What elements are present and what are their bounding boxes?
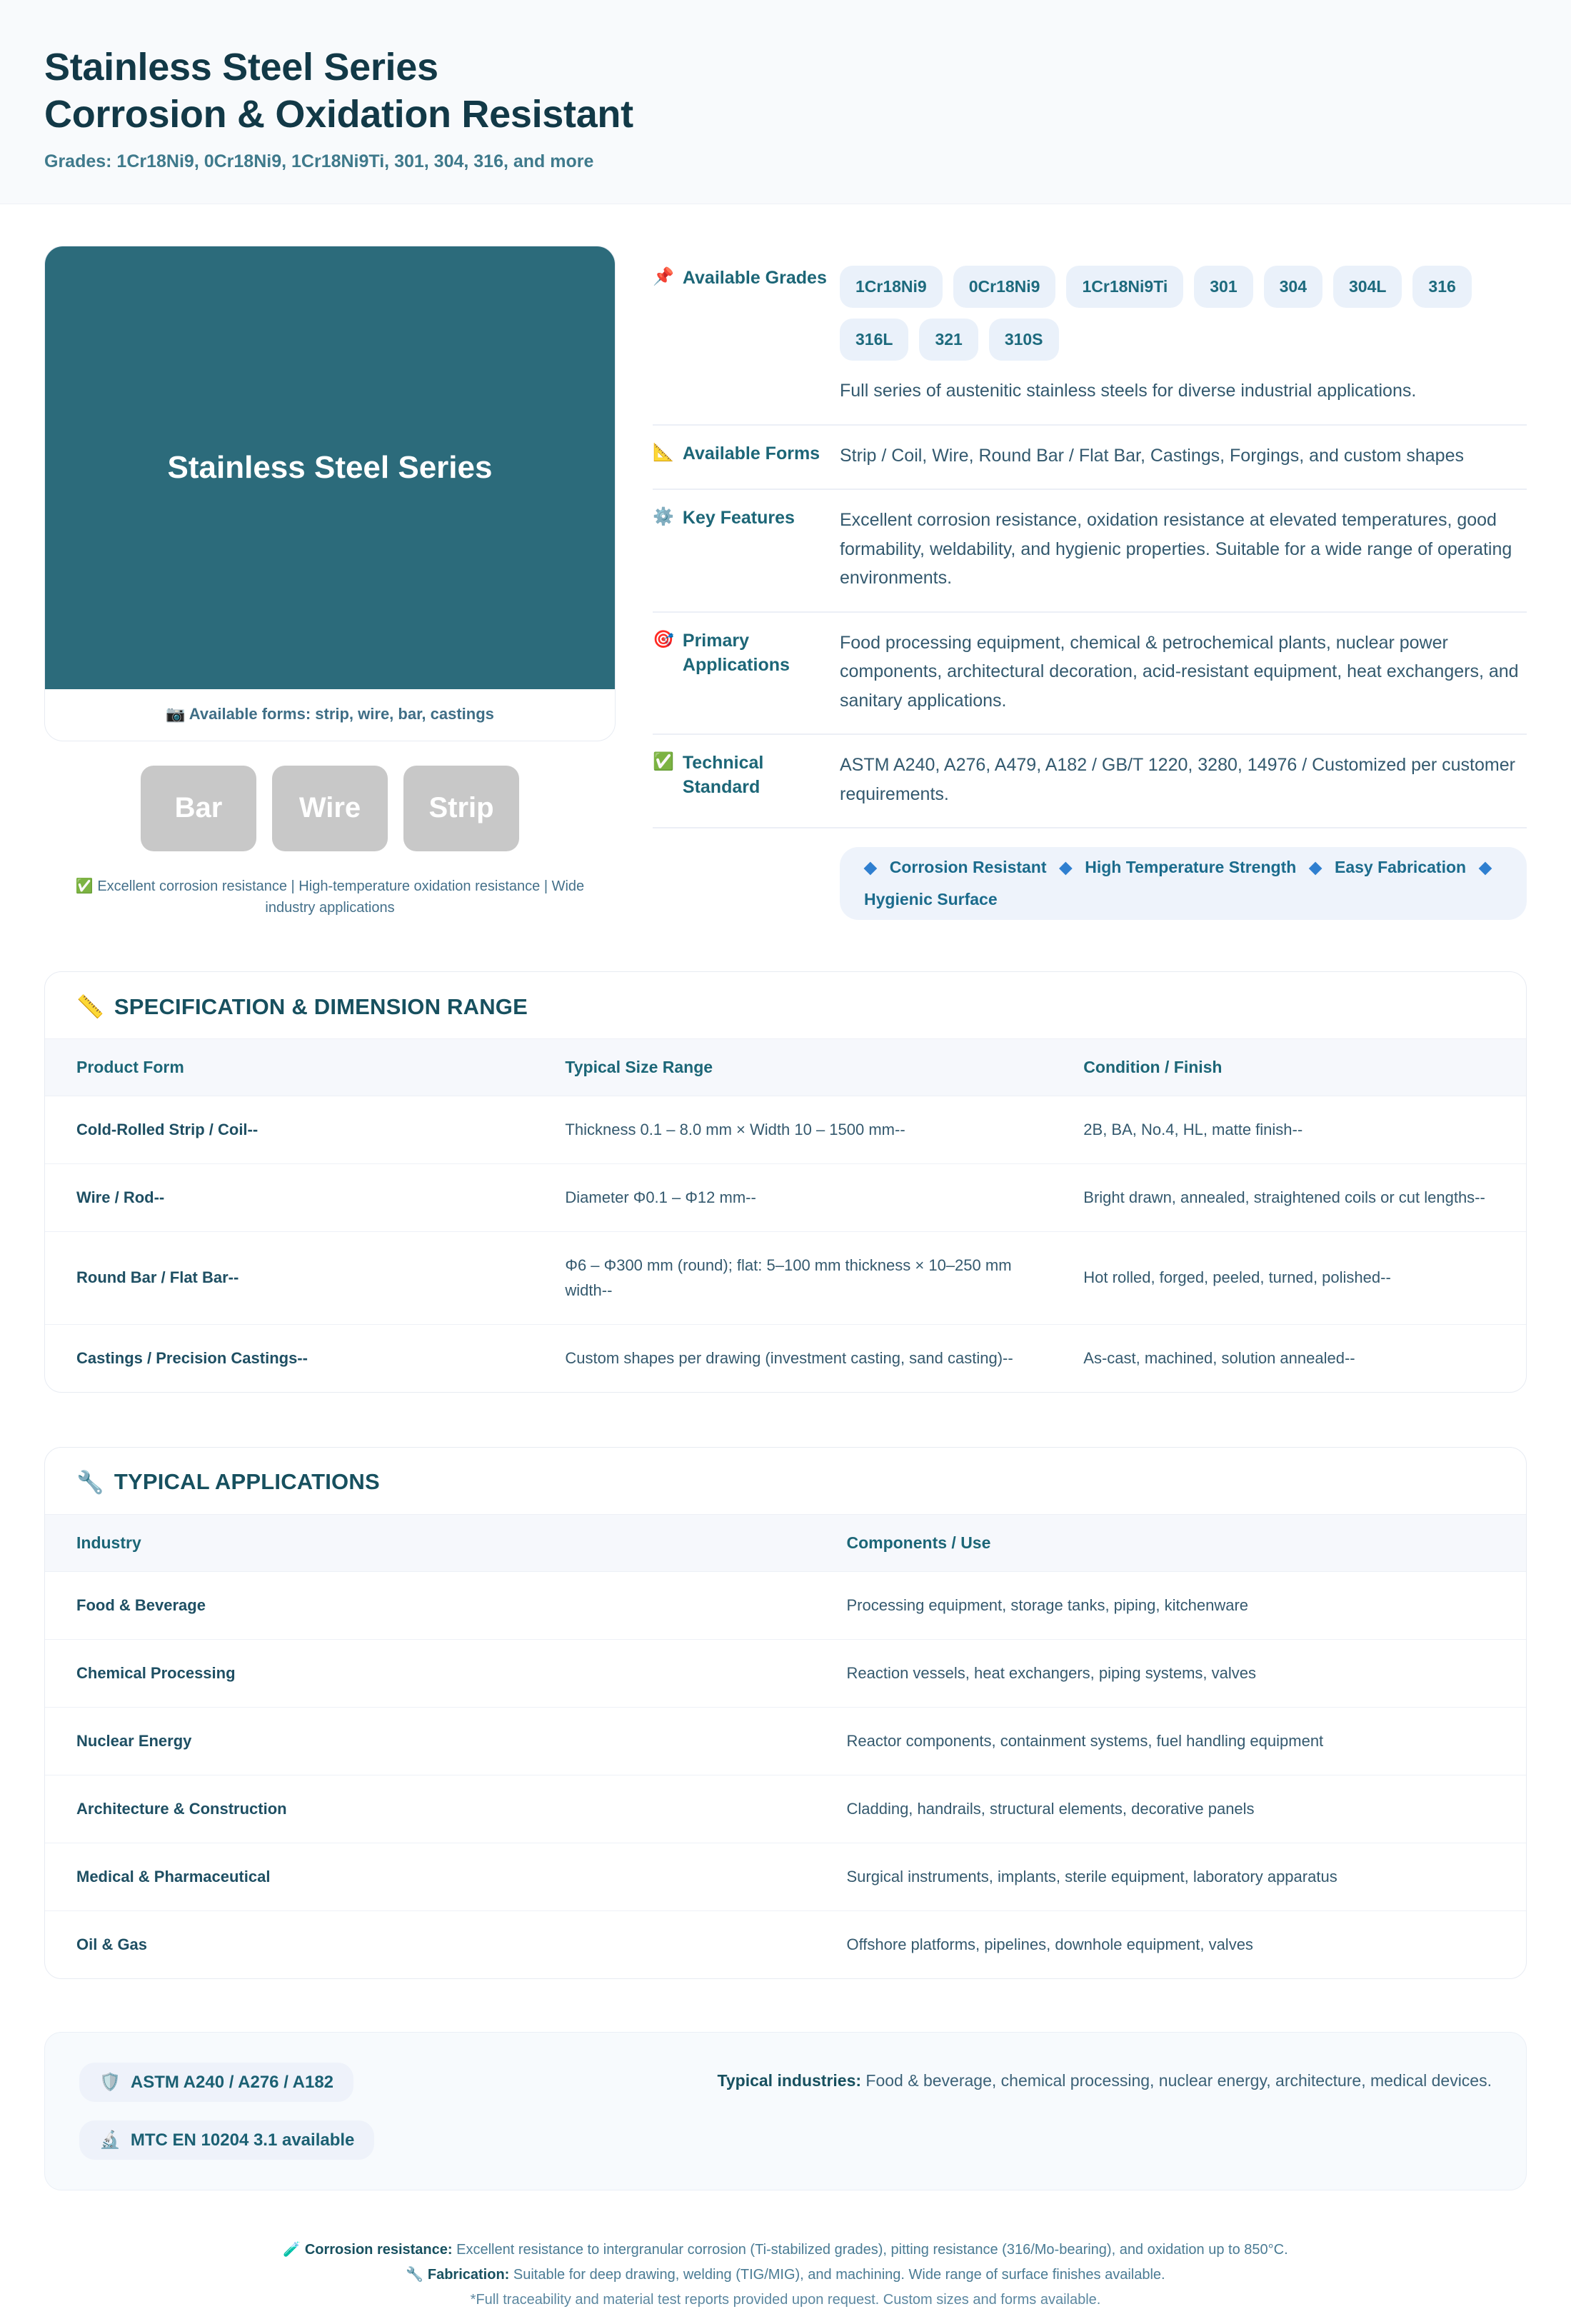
page-header (0, 0, 1571, 204)
spec-label-text: Primary Applications (682, 630, 790, 675)
grade-pill[interactable]: 301 (1194, 266, 1253, 308)
cell-product-form: Round Bar / Flat Bar-- (45, 1232, 533, 1324)
cell-industry: Medical & Pharmaceutical (45, 1843, 815, 1911)
form-thumbnail-wire[interactable]: Wire (272, 766, 388, 851)
col-header-industry: Industry (45, 1514, 815, 1571)
cell-components: Offshore platforms, pipelines, downhole equipment, valves (846, 1935, 1253, 1954)
certification-badge-label: MTC EN 10204 3.1 available (130, 2130, 355, 2150)
specification-table (45, 1038, 1526, 1391)
footer-line-corrosion (143, 2238, 1428, 2263)
cell-size-range: Diameter Φ0.1 – Φ12 mm-- (533, 1164, 1052, 1232)
spec-row-available-grades (653, 250, 1527, 426)
table-row (45, 1164, 1526, 1232)
certification-badge-list (79, 2063, 522, 2160)
check-mark-button-icon: ✅ (653, 752, 674, 772)
check-mark-icon: ✅ (75, 878, 94, 894)
certification-badge-astm[interactable] (79, 2063, 353, 2102)
triangular-ruler-icon: 📐 (653, 442, 674, 462)
grade-pill[interactable]: 1Cr18Ni9 (840, 266, 943, 308)
grade-pill[interactable]: 304L (1333, 266, 1402, 308)
cell-product-form: Wire / Rod-- (45, 1164, 533, 1232)
form-thumbnail-strip[interactable]: Strip (403, 766, 519, 851)
diamond-icon: ◆ (1479, 858, 1492, 877)
applications-card-header (45, 1448, 1526, 1514)
cell-industry: Food & Beverage (45, 1571, 815, 1639)
shield-icon: 🛡️ (99, 2073, 121, 2093)
page-title-line-2: Corrosion & Oxidation Resistant (44, 92, 633, 136)
spec-summary-column (653, 246, 1527, 921)
spec-label-text: Technical Standard (682, 753, 764, 798)
spec-label-technical-standard (653, 751, 840, 799)
footer-fabrication-label: Fabrication: (427, 2267, 510, 2283)
product-highlight-note-text: Excellent corrosion resistance | High-temperature oxidation resistance | Wide industry applications (97, 878, 585, 916)
specification-card (44, 971, 1527, 1392)
cell-condition-finish: As-cast, machined, solution annealed-- (1083, 1348, 1355, 1367)
spec-label-text: Key Features (682, 508, 795, 529)
feature-tag-strip (840, 847, 1527, 920)
typical-industries-value: Food & beverage, chemical processing, nuclear energy, architecture, medical devices. (865, 2071, 1492, 2090)
cell-size-range: Custom shapes per drawing (investment casting, sand casting)-- (565, 1348, 1013, 1367)
table-row (45, 1232, 1526, 1324)
feature-tag: High Temperature Strength (1085, 858, 1297, 877)
diamond-icon: ◆ (864, 858, 877, 877)
table-row (45, 1843, 1526, 1911)
applications-card-title: TYPICAL APPLICATIONS (114, 1469, 380, 1495)
cell-components: Reactor components, containment systems, fuel handling equipment (815, 1707, 1526, 1775)
cell-condition-finish: Hot rolled, forged, peeled, turned, polished-- (1052, 1232, 1526, 1324)
table-row (45, 1707, 1526, 1775)
cell-product-form: Cold-Rolled Strip / Coil-- (45, 1096, 533, 1164)
typical-industries-label: Typical industries: (717, 2071, 862, 2090)
cell-size-range: Φ6 – Φ300 mm (round); flat: 5–100 mm thickness × 10–250 mm width-- (533, 1232, 1052, 1324)
camera-icon: 📷 (166, 704, 186, 723)
grade-pill[interactable]: 1Cr18Ni9Ti (1066, 266, 1183, 308)
cell-components: Cladding, handrails, structural elements, decorative panels (815, 1775, 1526, 1843)
grade-pill-list (840, 266, 1527, 361)
cell-components: Surgical instruments, implants, sterile equipment, laboratory apparatus (815, 1843, 1526, 1911)
gear-icon: ⚙️ (653, 507, 674, 527)
specification-card-title: SPECIFICATION & DIMENSION RANGE (114, 993, 528, 1019)
specification-card-header (45, 972, 1526, 1038)
overview-section (0, 204, 1571, 921)
page-title (44, 44, 1571, 139)
feature-tag: Hygienic Surface (864, 890, 998, 909)
applications-table (45, 1514, 1526, 1979)
footer-corrosion-label: Corrosion resistance: (304, 2242, 453, 2258)
certification-badge-label: ASTM A240 / A276 / A182 (130, 2072, 334, 2092)
feature-tag: Easy Fabrication (1334, 858, 1467, 877)
cell-industry: Oil & Gas (76, 1935, 148, 1954)
spec-label-text: Available Grades (682, 267, 827, 288)
applications-card (44, 1447, 1527, 1980)
product-image-placeholder (45, 246, 615, 689)
page-title-line-1: Stainless Steel Series (44, 46, 438, 89)
certification-panel (44, 2032, 1527, 2190)
form-thumbnail-bar[interactable]: Bar (141, 766, 256, 851)
product-image-caption-text: Available forms: strip, wire, bar, castings (189, 704, 494, 723)
spec-label-available-forms (653, 441, 840, 466)
product-image-caption (45, 689, 615, 741)
footer-fabrication-text: Suitable for deep drawing, welding (TIG/MIG), and machining. Wide range of surface finishes available. (513, 2267, 1165, 2283)
col-header-condition-finish: Condition / Finish (1052, 1039, 1526, 1096)
table-row (45, 1639, 1526, 1707)
pushpin-icon: 📌 (653, 266, 674, 286)
page-footer (0, 2238, 1571, 2313)
grade-pill[interactable]: 316 (1412, 266, 1471, 308)
table-header-row (45, 1514, 1526, 1571)
product-highlight-note (44, 876, 616, 918)
certification-badge-mtc[interactable] (79, 2120, 374, 2160)
spec-value-key-features: Excellent corrosion resistance, oxidation resistance at elevated temperatures, good formability, weldability, and hygienic properties. Suitable for a wide range of operating environments. (840, 510, 1512, 588)
cell-industry: Chemical Processing (45, 1639, 815, 1707)
spec-label-text: Available Forms (682, 443, 820, 464)
footer-line-fabrication (143, 2263, 1428, 2288)
table-row (45, 1324, 1526, 1392)
cell-components: Processing equipment, storage tanks, piping, kitchenware (815, 1571, 1526, 1639)
table-row (45, 1096, 1526, 1164)
wrench-icon: 🔧 (76, 1469, 104, 1495)
cell-size-range: Thickness 0.1 – 8.0 mm × Width 10 – 1500 mm-- (533, 1096, 1052, 1164)
grade-note: Full series of austenitic stainless steels for diverse industrial applications. (840, 381, 1417, 401)
cell-condition-finish: Bright drawn, annealed, straightened coils or cut lengths-- (1052, 1164, 1526, 1232)
spec-label-key-features (653, 506, 840, 530)
product-image-label: Stainless Steel Series (167, 449, 493, 485)
diamond-icon: ◆ (1309, 858, 1322, 877)
grade-pill[interactable]: 316L (840, 319, 908, 361)
feature-tag: Corrosion Resistant (889, 858, 1047, 877)
table-row (45, 1571, 1526, 1639)
col-header-typical-size-range: Typical Size Range (533, 1039, 1052, 1096)
grade-pill[interactable]: 310S (989, 319, 1059, 361)
diamond-icon: ◆ (1059, 858, 1073, 877)
straight-ruler-icon: 📏 (76, 994, 104, 1020)
grade-pill[interactable]: 321 (919, 319, 978, 361)
product-image-card (44, 246, 616, 741)
wrench-icon: 🔧 (406, 2267, 424, 2283)
grade-pill[interactable]: 304 (1264, 266, 1322, 308)
col-header-product-form: Product Form (45, 1039, 533, 1096)
form-thumbnail-row (44, 766, 616, 851)
spec-row-technical-standard (653, 735, 1527, 828)
cell-industry: Architecture & Construction (45, 1775, 815, 1843)
footer-line-traceability: *Full traceability and material test reports provided upon request. Custom sizes and forms available. (470, 2292, 1101, 2308)
cell-components: Reaction vessels, heat exchangers, piping systems, valves (815, 1639, 1526, 1707)
col-header-components-use: Components / Use (815, 1514, 1526, 1571)
spec-value-primary-applications: Food processing equipment, chemical & petrochemical plants, nuclear power components, architectural decoration, acid-resistant equipment, heat exchangers, and sanitary applications. (840, 632, 1519, 711)
target-icon: 🎯 (653, 629, 674, 649)
page-subtitle: Grades: 1Cr18Ni9, 0Cr18Ni9, 1Cr18Ni9Ti, 301, 304, 316, and more (44, 151, 594, 171)
cell-condition-finish: 2B, BA, No.4, HL, matte finish-- (1052, 1096, 1526, 1164)
media-column (44, 246, 616, 918)
cell-industry: Nuclear Energy (45, 1707, 815, 1775)
cell-product-form: Castings / Precision Castings-- (76, 1348, 308, 1367)
typical-industries-text (551, 2063, 1492, 2090)
spec-value-technical-standard: ASTM A240, A276, A479, A182 / GB/T 1220, 3280, 14976 / Customized per customer requirements. (840, 755, 1515, 804)
spec-value-available-forms: Strip / Coil, Wire, Round Bar / Flat Bar, Castings, Forgings, and custom shapes (840, 445, 1464, 466)
footer-corrosion-text: Excellent resistance to intergranular corrosion (Ti-stabilized grades), pitting resistance (316/Mo-bearing), and oxidation up to 850°C. (456, 2242, 1288, 2258)
spec-value-available-grades (840, 266, 1527, 406)
microscope-icon: 🔬 (99, 2130, 121, 2150)
test-tube-icon: 🧪 (283, 2242, 301, 2258)
table-row (45, 1775, 1526, 1843)
grade-pill[interactable]: 0Cr18Ni9 (953, 266, 1056, 308)
table-header-row (45, 1039, 1526, 1096)
spec-label-available-grades (653, 266, 840, 290)
spec-label-primary-applications (653, 628, 840, 677)
spec-row-key-features (653, 490, 1527, 613)
spec-row-primary-applications (653, 613, 1527, 736)
table-row (45, 1911, 1526, 1979)
spec-row-available-forms (653, 426, 1527, 491)
